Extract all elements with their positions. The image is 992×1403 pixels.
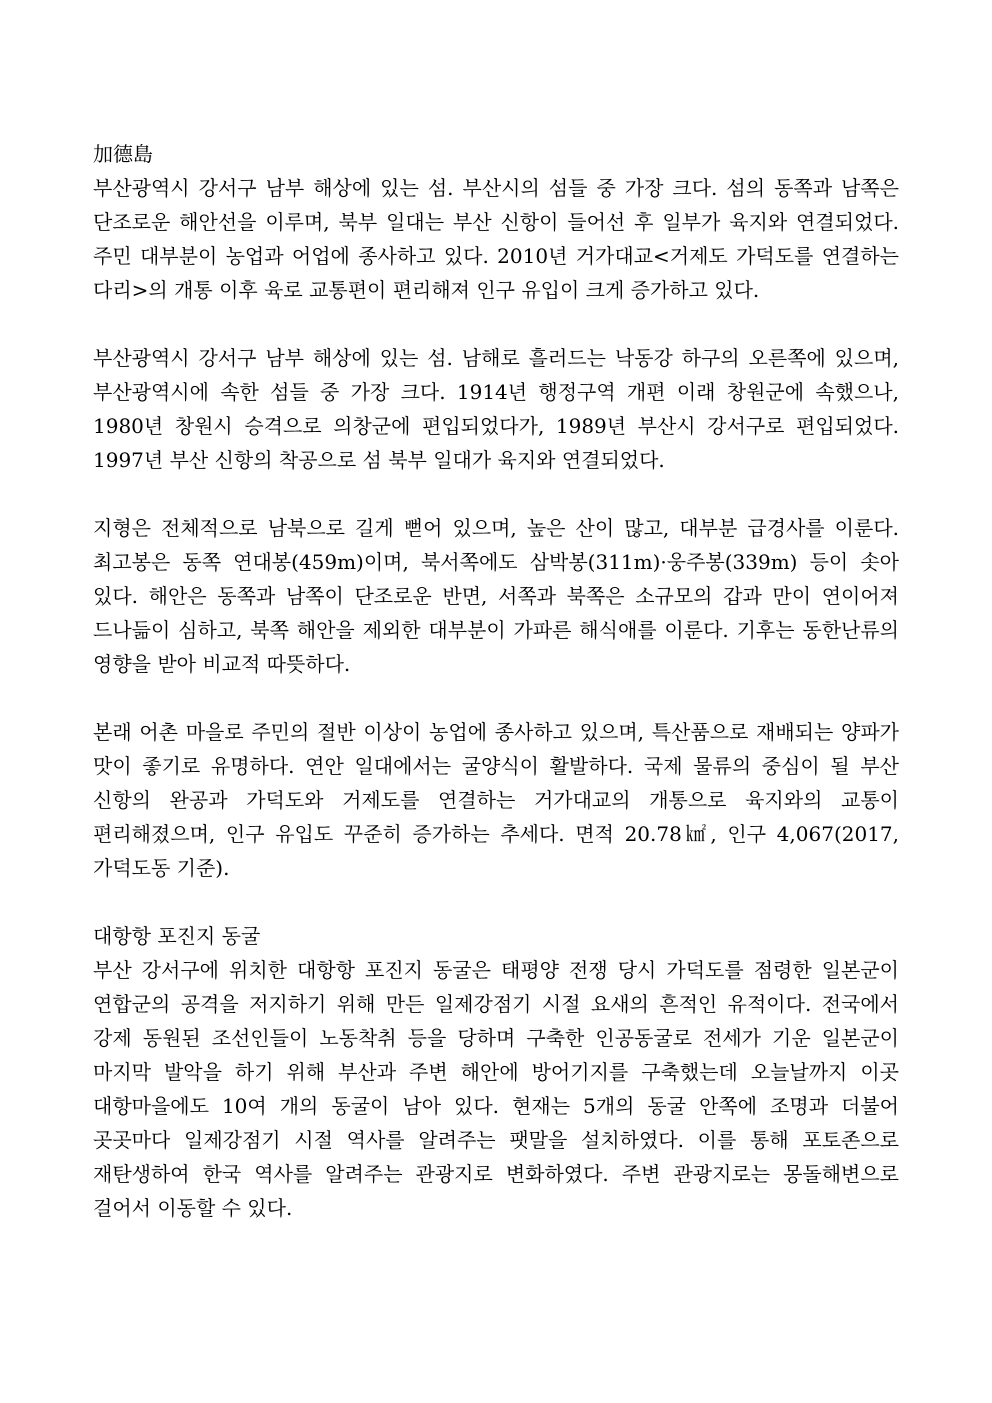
- paragraph-history: 부산광역시 강서구 남부 해상에 있는 섬. 남해로 흘러드는 낙동강 하구의 오른쪽에 있으며, 부산광역시에 속한 섬들 중 가장 크다. 1914년 행정구역 개편 이래 창원군에 속했으나, 1980년 창원시 승격으로 의창군에 편입되었다가, 1989년 부산시 강서구로 편입되었다. 1997년 부산 신항의 착공으로 섬 북부 일대가 육지와 연결되었다.: [93, 346, 899, 472]
- paragraph-cave: 부산 강서구에 위치한 대항항 포진지 동굴은 태평양 전쟁 당시 가덕도를 점령한 일본군이 연합군의 공격을 저지하기 위해 만든 일제강점기 시절 요새의 흔적인 유적이다. 전국에서 강제 동원된 조선인들이 노동착취 등을 당하며 구축한 인공동굴로 전세가 기운 일본군이 마지막 발악을 하기 위해 부산과 주변 해안에 방어기지를 구축했는데 오늘날까지 이곳 대항마을에도 10여 개의 동굴이 남아 있다. 현재는 5개의 동굴 안쪽에 조명과 더불어 곳곳마다 일제강점기 시절 역사를 알려주는 팻말을 설치하였다. 이를 통해 포토존으로 재탄생하여 한국 역사를 알려주는 관광지로 변화하였다. 주변 관광지로는 몽돌해변으로 걸어서 이동할 수 있다.: [93, 958, 899, 1220]
- paragraph-gap: [93, 681, 899, 715]
- paragraph-economy: 본래 어촌 마을로 주민의 절반 이상이 농업에 종사하고 있으며, 특산품으로 재배되는 양파가 맛이 좋기로 유명하다. 연안 일대에서는 굴양식이 활발하다. 국제 물류의 중심이 될 부산 신항의 완공과 가덕도와 거제도를 연결하는 거가대교의 개통으로 육지와의 교통이 편리해졌으며, 인구 유입도 꾸준히 증가하는 추세다. 면적 20.78㎢, 인구 4,067(2017, 가덕도동 기준).: [93, 720, 899, 880]
- section-title-gadeokdo: 加德島: [93, 142, 153, 166]
- document-page: [93, 137, 899, 1225]
- paragraph-terrain: 지형은 전체적으로 남북으로 길게 뻗어 있으며, 높은 산이 많고, 대부분 급경사를 이룬다. 최고봉은 동쪽 연대봉(459m)이며, 북서쪽에도 삼박봉(311m)·웅주봉(339m) 등이 솟아 있다. 해안은 동쪽과 남쪽이 단조로운 반면, 서쪽과 북쪽은 소규모의 갑과 만이 연이어져 드나듦이 심하고, 북쪽 해안을 제외한 대부분이 가파른 해식애를 이룬다. 기후는 동한난류의 영향을 받아 비교적 따뜻하다.: [93, 516, 899, 676]
- paragraph-gap: [93, 477, 899, 511]
- paragraph-overview: 부산광역시 강서구 남부 해상에 있는 섬. 부산시의 섬들 중 가장 크다. 섬의 동쪽과 남쪽은 단조로운 해안선을 이루며, 북부 일대는 부산 신항이 들어선 후 일부가 육지와 연결되었다. 주민 대부분이 농업과 어업에 종사하고 있다. 2010년 거가대교<거제도 가덕도를 연결하는 다리>의 개통 이후 육로 교통편이 편리해져 인구 유입이 크게 증가하고 있다.: [93, 176, 899, 302]
- section-title-cave: 대항항 포진지 동굴: [93, 924, 261, 948]
- paragraph-gap: [93, 307, 899, 341]
